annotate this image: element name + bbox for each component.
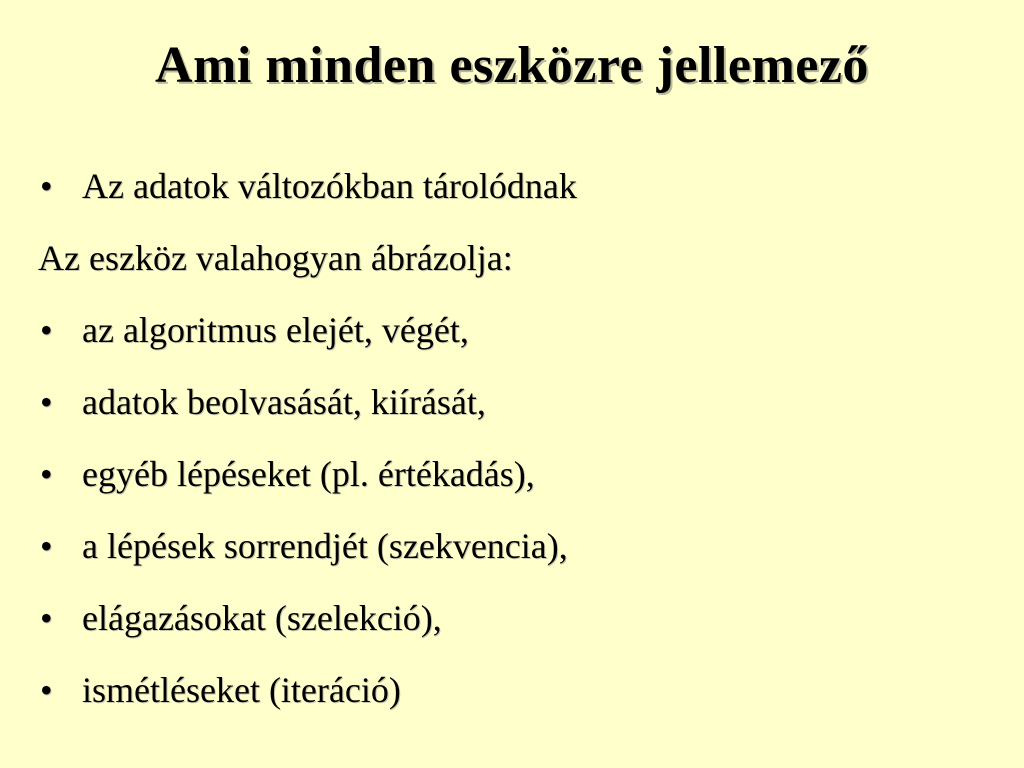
bullet-icon: •	[40, 166, 53, 206]
list-item-text: az algoritmus elejét, végét,	[82, 310, 469, 350]
list-item-text: elágazásokat (szelekció),	[82, 598, 442, 638]
bullet-icon: •	[40, 382, 53, 422]
list-item-text: a lépések sorrendjét (szekvencia),	[82, 526, 568, 566]
list-item	[38, 664, 998, 736]
bullet-icon: •	[40, 598, 53, 638]
list-item-text: Az adatok változókban tárolódnak	[82, 166, 577, 206]
list-item-text: ismétléseket (iteráció)	[82, 670, 401, 710]
list-item	[38, 376, 998, 448]
list-item-text: egyéb lépéseket (pl. értékadás),	[82, 454, 535, 494]
paragraph	[38, 232, 998, 304]
bullet-icon: •	[40, 310, 53, 350]
list-item	[38, 448, 998, 520]
list-item	[38, 160, 998, 232]
bullet-icon: •	[40, 670, 53, 710]
slide-content	[38, 160, 998, 736]
list-item	[38, 304, 998, 376]
list-item-text: adatok beolvasását, kiírását,	[82, 382, 486, 422]
paragraph-text: Az eszköz valahogyan ábrázolja:	[38, 238, 513, 278]
bullet-icon: •	[40, 454, 53, 494]
list-item	[38, 592, 998, 664]
slide-title: Ami minden eszközre jellemező	[155, 37, 869, 94]
bullet-icon: •	[40, 526, 53, 566]
list-item	[38, 520, 998, 592]
